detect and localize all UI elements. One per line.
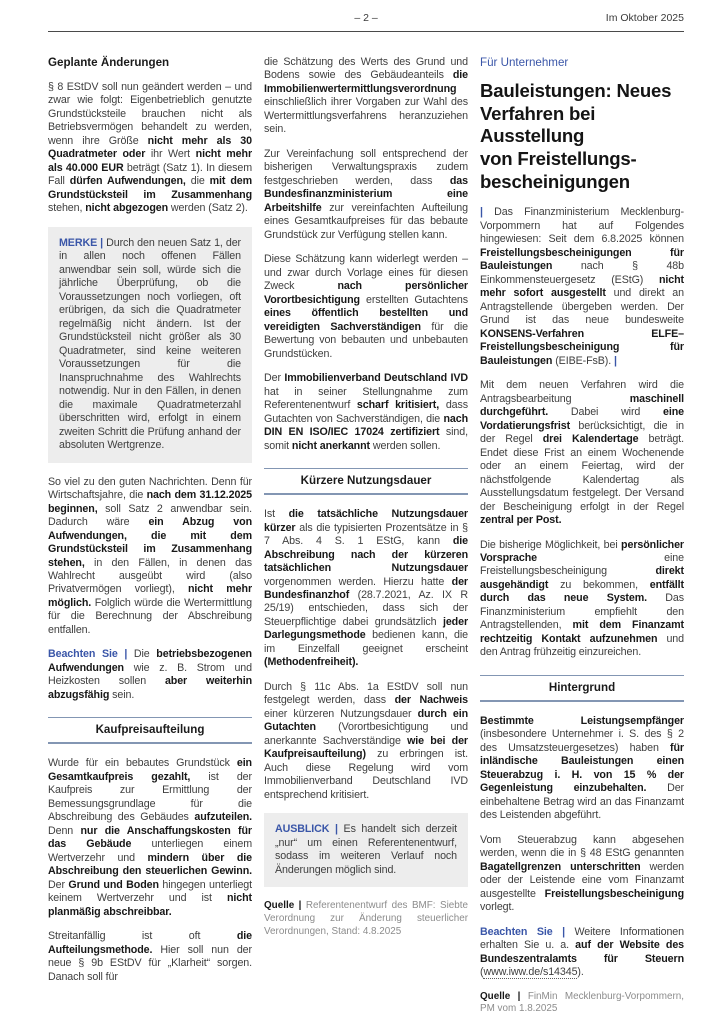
paragraph: | Das Finanzministerium Mecklenburg-Vorpommern hat auf Folgendes hingewiesen: Seit dem 6.8.2025 können Freistellungsbescheinigungen für Bauleistungen nach § 48b Einkommensteuergesetz (EStG) nicht mehr sofort ausgestellt und direkt an Antragstellende übergeben werden. Der Grund ist das neue bundesweite KONSENS-Verfahren ELFE–Freistellungsbescheinigung für Bauleistungen (EIBE-FsB). |: [480, 206, 684, 367]
paragraph: So viel zu den guten Nachrichten. Denn für Wirtschaftsjahre, die nach dem 31.12.2025 beginnen, soll Satz 2 anwendbar sein. Dadurch wäre ein Abzug von Aufwendungen, die mit dem Grundstücksteil im Zusammenhang stehen, in den Fällen, in denen das Wahlrecht ausgeübt wird (also Privatvermögen vorliegt), nicht mehr möglich. Folglich würde die Wertermittlung für die Berechnung der Abschreibung entfallen.: [48, 475, 252, 636]
content-columns: [48, 56, 684, 1024]
beachten-sie-note: Beachten Sie | Die betriebsbezogenen Aufwendungen wie z. B. Strom und Heizkosten sollen aber weiterhin abzugsfähig sein.: [48, 648, 252, 701]
page-header: [48, 12, 684, 28]
paragraph: die Schätzung des Werts des Grund und Bodens sowie des Gebäudeanteils die Immobilienwertermittlungsverordnung einschließlich ihrer Vorgaben zur Wahl des Wertermittlungsverfahrens heranzuziehen sein.: [264, 56, 468, 136]
ausblick-box: [264, 813, 468, 887]
column-3: [480, 56, 684, 1024]
paragraph: Bestimmte Leistungsempfänger (insbesondere Unternehmer i. S. des § 2 des Umsatzsteuergesetzes) haben für inländische Bauleistungen einen Steuerabzug i. H. von 15 % der Gegenleistung einzubehalten. Der einbehaltene Betrag wird an das Finanzamt des Leistenden abgeführt.: [480, 714, 684, 822]
paragraph: § 8 EStDV soll nun geändert werden – und zwar wie folgt: Eigenbetrieblich genutzte Grundstücksteile brauchen nicht als Betriebsvermögen behandelt zu werden, wenn ihre Größe nicht mehr als 30 Quadratmeter oder ihr Wert nicht mehr als 40.000 EUR beträgt (Satz 1). In diesem Fall dürfen Aufwendungen, die mit dem Grundstücksteil im Zusammenhang stehen, nicht abgezogen werden (Satz 2).: [48, 81, 253, 215]
paragraph: Die bisherige Möglichkeit, bei persönlicher Vorsprache eine Freistellungsbescheinigung direkt ausgehändigt zu bekommen, entfällt durch das neue System. Das Finanzministerium empfiehlt den Antragstellenden, mit dem Finanzamt rechtzeitig Kontakt aufzunehmen und den Antrag frühzeitig einzureichen.: [480, 538, 685, 659]
paragraph: Streitanfällig ist oft die Aufteilungsmethode. Hier soll nun der neue § 9b EStDV für „Klarheit“ sorgen. Danach soll für: [48, 930, 252, 983]
inline-link[interactable]: www.iww.de/s14345: [483, 966, 578, 979]
paragraph: Mit dem neuen Verfahren wird die Antragsbearbeitung maschinell durchgeführt. Dabei wird eine Vordatierungsfrist berücksichtigt, die in der Regel drei Kalendertage beträgt. Endet diese Frist an einem Wochenende oder an einem Feiertag, wird der nächstfolgende Kalendertag als Ausstellungsdatum festgelegt. Der Versand der Bescheinigung erfolgt in der Regel zentral per Post.: [480, 379, 684, 527]
article-kicker: Für Unternehmer: [480, 56, 569, 69]
column-1: [48, 56, 252, 1024]
column-2: [264, 56, 468, 1024]
merke-box: [48, 227, 252, 463]
paragraph: Zur Vereinfachung soll entsprechend der bisherigen Verwaltungspraxis zudem festgeschrieben werden, dass das Bundesfinanzministerium eine Arbeitshilfe zur vereinfachten Aufteilung eines Gesamtkaufpreises für das bebaute Grundstück zur Verfügung stellen kann.: [264, 147, 468, 241]
issue-date: Im Oktober 2025: [605, 12, 684, 24]
section-header-kaufpreisaufteilung: Kaufpreisaufteilung: [48, 717, 252, 744]
beachten-sie-note: Beachten Sie | Weitere Informationen erhalten Sie u. a. auf der Website des Bundeszentralamts für Steuern (www.iww.de/s14345).: [480, 925, 685, 979]
source-note: Quelle | Referentenentwurf des BMF: Siebte Verordnung zur Änderung steuerlicher Verordnungen, Stand: 4.8.2025: [264, 900, 469, 937]
section-header-kuerzere-nutzungsdauer: Kürzere Nutzungsdauer: [264, 468, 468, 495]
section-header-hintergrund: Hintergrund: [480, 675, 684, 702]
merke-text: MERKE | Durch den neuen Satz 1, der in allen noch offenen Fällen anwendbar sein soll, würde sich die jährliche Überprüfung, ob die Voraussetzungen noch vorliegen, oft erübrigen, da sich die Quadratmeter regelmäßig nicht ändern. Ist der Grundstücksteil nicht größer als 30 Quadratmeter, sind keine weiteren Voraussetzungen für die Inanspruchnahme des Wahlrechts notwendig. Nur in den Fällen, in denen die maximale Quadratmeterzahl überschritten wird, erfolgt in einem zweiten Schritt die Prüfung anhand der absoluten Wertgrenze.: [59, 236, 241, 452]
paragraph: Diese Schätzung kann widerlegt werden – und zwar durch Vorlage eines für diesen Zweck nach persönlicher Vorortbesichtigung erstellten Gutachtens eines öffentlich bestellten und vereidigten Sachverständigen für die Bewertung von bebauten und unbebauten Grundstücken.: [264, 253, 468, 360]
paragraph: Wurde für ein bebautes Grundstück ein Gesamtkaufpreis gezahlt, ist der Kaufpreis zur Ermittlung der Bemessungsgrundlage für die Abschreibung des Gebäudes aufzuteilen. Denn nur die Anschaffungskosten für das Gebäude unterliegen einem Wertverzehr und mindern über die Abschreibung den steuerlichen Gewinn. Der Grund und Boden hingegen unterliegt keinem Wertverzehr und ist nicht planmäßig abschreibbar.: [48, 757, 252, 918]
subheading-geplante-aenderungen: Geplante Änderungen: [48, 56, 170, 69]
paragraph: Der Immobilienverband Deutschland IVD hat in seiner Stellungnahme zum Referentenentwurf scharf kritisiert, dass Gutachten von Sachverständigen, die nach DIN EN ISO/IEC 17024 zertifiziert sind, somit nicht anerkannt werden sollen.: [264, 372, 468, 452]
article-headline: Bauleistungen: Neues Verfahren bei Ausstellung von Freistellungs- bescheinigungen: [480, 80, 672, 192]
ausblick-text: AUSBLICK | Es handelt sich derzeit „nur“ um einen Referentenentwurf, sodass im weiteren Verlauf noch Änderungen möglich sind.: [275, 823, 458, 876]
source-note: Quelle | FinMin Mecklenburg-Vorpommern, PM vom 1.8.2025: [480, 990, 684, 1015]
paragraph: Durch § 11c Abs. 1a EStDV soll nun festgelegt werden, dass der Nachweis einer kürzeren Nutzungsdauer durch ein Gutachten (Vorortbesichtigung und anerkannte Sachverständige wie bei der Kaufpreisaufteilung) zu erbringen ist. Auch diese Regelung wird vom Immobilienverband Deutschland IVD entsprechend kritisiert.: [264, 680, 468, 801]
header-rule: [48, 31, 684, 32]
paragraph: Ist die tatsächliche Nutzungsdauer kürzer als die typisierten Prozentsätze in § 7 Abs. 4 S. 1 EStG, kann die Abschreibung nach der kürzeren tatsächlichen Nutzungsdauer vorgenommen werden. Hierzu hatte der Bundesfinanzhof (28.7.2021, Az. IX R 25/19) entschieden, dass sich der Steuerpflichtige dabei grundsätzlich jeder Darlegungsmethode bedienen kann, die im Einzelfall geeignet erscheint (Methodenfreiheit).: [264, 508, 468, 669]
paragraph: Vom Steuerabzug kann abgesehen werden, wenn die in § 48 EStG genannten Bagatellgrenzen unterschritten werden oder der Leistende eine vom Finanzamt ausgestellte Freistellungsbescheinigung vorlegt.: [480, 833, 685, 914]
page-number: – 2 –: [354, 12, 378, 24]
